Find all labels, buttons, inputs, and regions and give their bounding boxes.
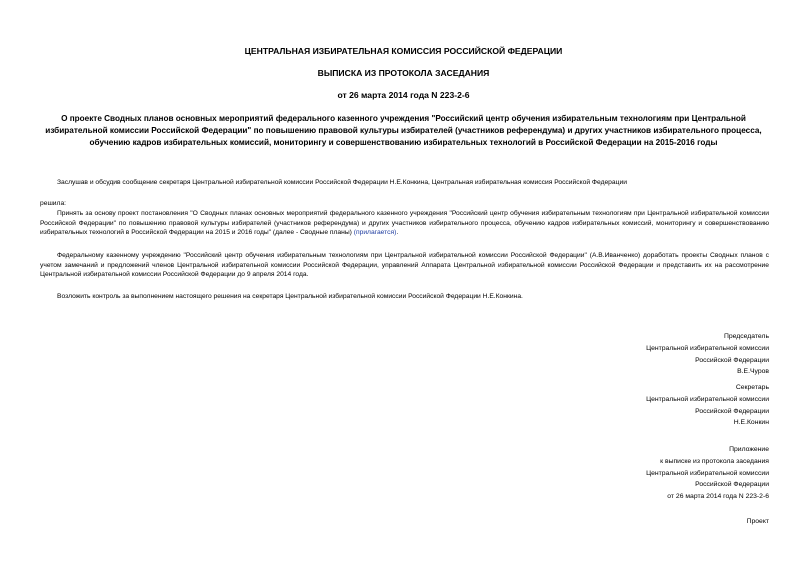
appendix-title: Приложение [729,446,769,453]
chairman-signature [509,331,769,378]
secretary-country: Российской Федерации [695,407,769,415]
appendix-ref: к выписке из протокола заседания [660,457,769,465]
draft-label: Проект [746,518,769,525]
document-type: ВЫПИСКА ИЗ ПРОТОКОЛА ЗАСЕДАНИЯ [317,68,490,78]
resolution-paragraph-2: Федеральному казенному учреждению "Российский центр обучения избирательным технологиям при Центральной избирательной комиссии Российской Федерации" (А.В.Иванченко) доработать проекты Сводных планов с учетом замечаний и предложений членов Центральной избирательной комиссии Российской Федерации, управлений Аппарата Центральной избирательной комиссии Российской Федерации и представить их на рассмотрение Центральной избирательной комиссии Российской Федерации до 9 апреля 2014 года. [40,252,769,279]
document-date-number: от 26 марта 2014 года N 223-2-6 [337,90,470,100]
chairman-country: Российской Федерации [695,356,769,364]
chairman-org: Центральной избирательной комиссии [646,344,769,352]
secretary-name: Н.Е.Конкин [733,419,769,427]
paragraph-1-text: Принять за основу проект постановления "О Сводных планах основных мероприятий федерального казенного учреждения "Российский центр обучения избирательным технологиям при Центральной избирательной комиссии Российской Федерации" по повышению правовой культуры избирателей (участников референдума) и других участников избирательного процесса, обучению кадров избирательных комиссий, мониторингу и совершенствованию избирательных технологий в Российской Федерации на 2015 и 2016 годы" (далее - Сводные планы) [40,210,769,237]
intro-paragraph: Заслушав и обсудив сообщение секретаря Центральной избирательной комиссии Российской Федерации Н.Е.Конкина, Центральная избирательная комиссия Российской Федерации [57,179,627,186]
secretary-title: Секретарь [735,384,769,391]
appendix-date: от 26 марта 2014 года N 223-2-6 [667,493,769,501]
resolution-paragraph-3: Возложить контроль за выполнением настоящего решения на секретаря Центральной избирательной комиссии Российской Федерации Н.Е.Конкина. [57,293,523,300]
secretary-signature [509,382,769,429]
resolution-paragraph-1 [40,209,769,238]
appendix-org: Центральной избирательной комиссии [646,469,769,477]
secretary-org: Центральной избирательной комиссии [646,395,769,403]
paragraph-1-end: . [396,229,399,237]
chairman-name: В.Е.Чуров [737,368,769,376]
organization-header: ЦЕНТРАЛЬНАЯ ИЗБИРАТЕЛЬНАЯ КОМИССИЯ РОССИЙСКОЙ ФЕДЕРАЦИИ [244,46,563,56]
resolved-label: решила: [40,200,67,207]
appendix-country: Российской Федерации [695,481,769,489]
document-title: О проекте Сводных планов основных мероприятий федерального казенного учреждения "Российский центр обучения избирательным технологиям при Центральной избирательной комиссии Российской Федерации" по повышению правовой культуры избирателей (участников референдума) и других участников избирательного процесса, обучению кадров избирательных комиссий, мониторингу и совершенствованию избирательных технологий в Российской Федерации на 2015-2016 годы [45,114,762,147]
appendix-block [509,444,769,503]
chairman-title: Председатель [724,333,769,340]
appendix-link[interactable]: (прилагается) [353,229,397,237]
